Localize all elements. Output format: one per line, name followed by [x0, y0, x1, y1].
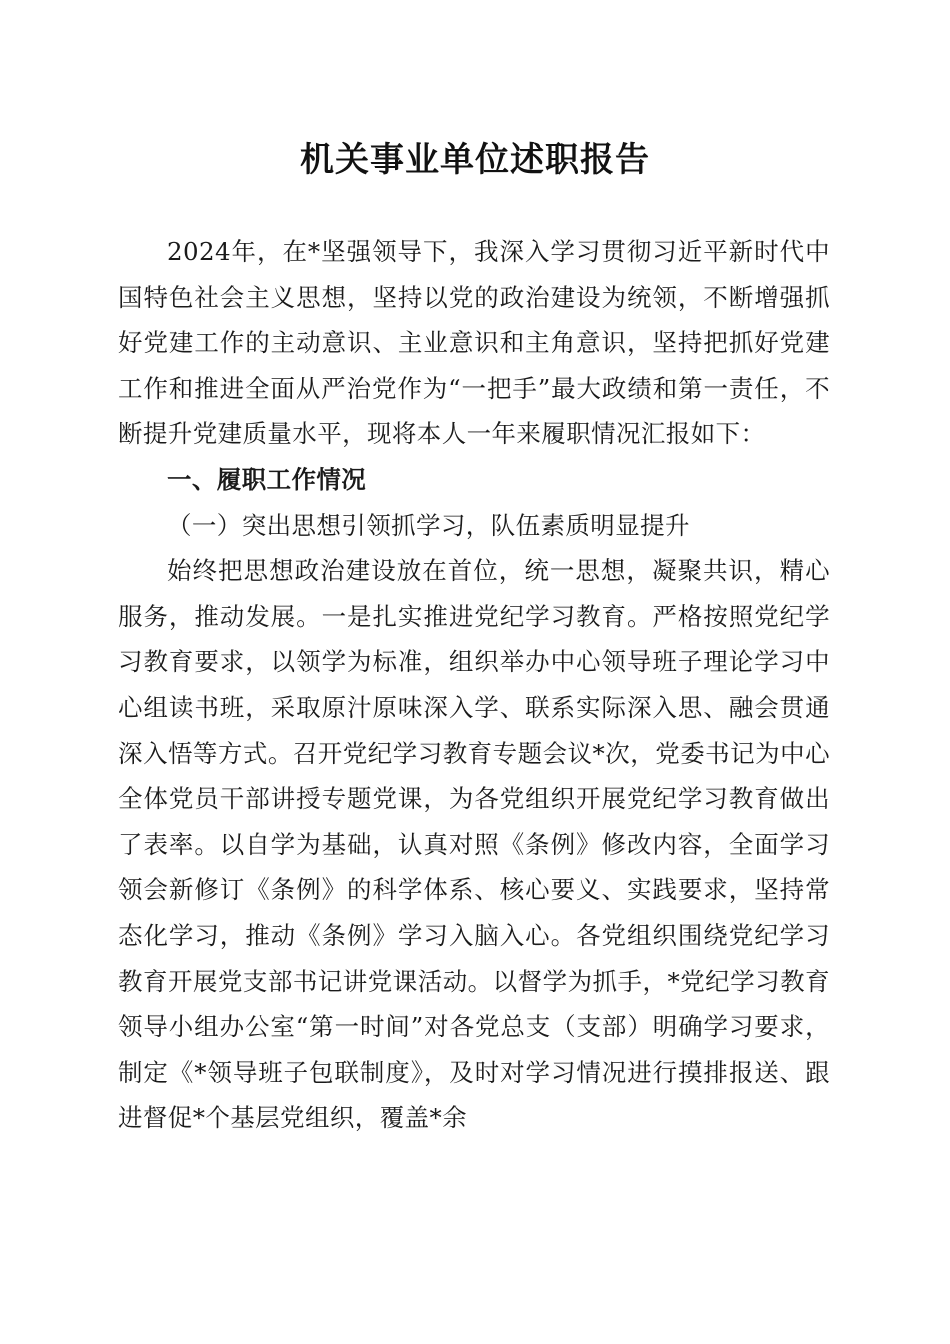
document-body — [118, 229, 830, 1141]
document-title: 机关事业单位述职报告 — [300, 140, 650, 180]
section-heading: 一、履职工作情况 — [167, 464, 367, 494]
intro-paragraph: 2024年，在*坚强领导下，我深入学习贯彻习近平新时代中国特色社会主义思想，坚持以党的政治建设为统领，不断增强抓好党建工作的主动意识、主业意识和主角意识，坚持把抓好党建工作和推进全面从严治党作为“一把手”最大政绩和第一责任，不断提升党建质量水平，现将本人一年来履职情况汇报如下： — [118, 237, 830, 449]
subsection-heading: （一）突出思想引领抓学习，队伍素质明显提升 — [167, 510, 690, 540]
body-paragraph: 始终把思想政治建设放在首位，统一思想，凝聚共识，精心服务，推动发展。一是扎实推进党纪学习教育。严格按照党纪学习教育要求，以领学为标准，组织举办中心领导班子理论学习中心组读书班，采取原汁原味深入学、联系实际深入思、融会贯通深入悟等方式。召开党纪学习教育专题会议*次，党委书记为中心全体党员干部讲授专题党课，为各党组织开展党纪学习教育做出了表率。以自学为基础，认真对照《条例》修改内容，全面学习领会新修订《条例》的科学体系、核心要义、实践要求，坚持常态化学习，推动《条例》学习入脑入心。各党组织围绕党纪学习教育开展党支部书记讲党课活动。以督学为抓手，*党纪学习教育领导小组办公室“第一时间”对各党总支（支部）明确学习要求，制定《*领导班子包联制度》，及时对学习情况进行摸排报送、跟进督促*个基层党组织，覆盖*余 — [118, 556, 830, 1133]
